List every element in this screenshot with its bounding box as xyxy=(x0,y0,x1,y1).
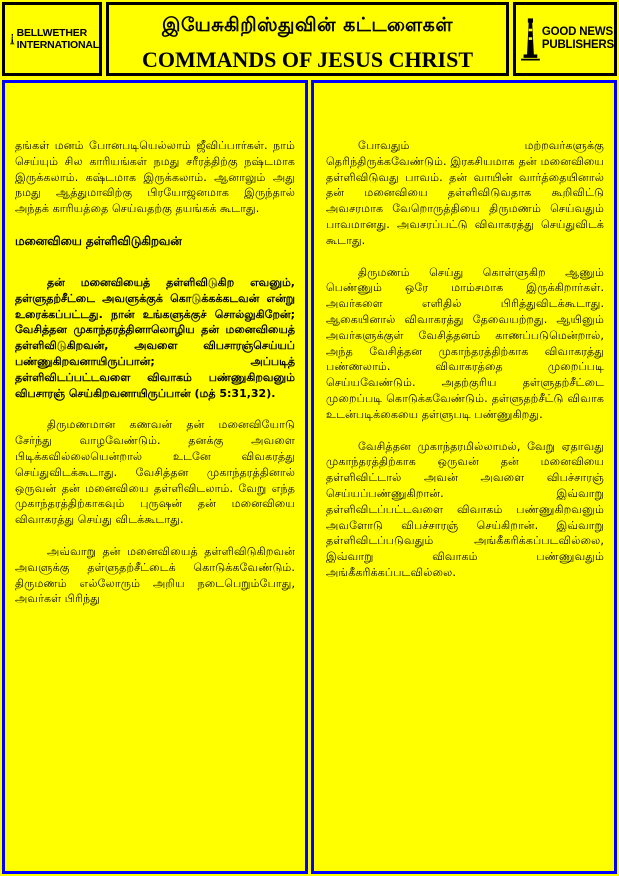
left-paragraph-4: அவ்வாறு தன் மனைவியைத் தள்ளிவிடுகிறவன் அவளுக்கு தள்ளுதற்சீட்டைக் கொடுக்கவேண்டும். திருமணம் எல்லோரும் அறிய நடைபெறும்போது, அவர்கள் பிரிந்து xyxy=(15,544,295,606)
right-paragraph-2: திருமணம் செய்து கொள்ளுகிற ஆணும் பெண்ணும் ஒரே மாம்சமாக இருக்கிறார்கள். அவர்களை எளிதில் பிரித்துவிடக்கூடாது. ஆகையினால் விவாகரத்து தேவையற்றது. ஆயினும் அவர்களுக்குள் வேசித்தனம் காணப்படுமென்றால், அந்த வேசித்தன முகாந்தரத்திற்காக விவாகரத்து பண்ணலாம். விவாகரத்தை முறைப்படி செய்யவேண்டும். அதற்குரிய தள்ளுதற்சீட்டை முறைப்படி கொடுக்கவேண்டும். தள்ளுதற்சீட்டு விவாக உடன்படிக்கையை தள்ளுபடி பண்ணுகிறது. xyxy=(326,265,604,421)
page-title-english: COMMANDS OF JESUS CHRIST xyxy=(141,47,474,72)
bellwether-logo-line1: BELLWETHER xyxy=(16,27,87,39)
bellwether-logo xyxy=(2,2,102,76)
left-column xyxy=(2,80,308,874)
header xyxy=(0,0,619,80)
good-news-logo xyxy=(513,2,617,76)
good-news-logo-line1: GOOD NEWS xyxy=(541,26,613,38)
right-paragraph-3: வேசித்தன முகாந்தரமில்லாமல், வேறு ஏதாவது முகாந்தரத்திற்காக ஒருவன் தன் மனைவியை தள்ளிவிட்டால் அவன் அவளை விபச்சாரஞ் செய்யப்பண்ணுகிறான். இவ்வாறு தள்ளிவிடப்பட்டவளை விவாகம் பண்ணுகிறவனும் அவளோடு விபச்சாரஞ் செய்கிறான். இவ்வாறு தள்ளிவிடப்படுவதும் அங்கீகரிக்கப்படவில்லை, இவ்வாறு விவாகம் பண்ணுவதும் அங்கீகரிக்கப்படவில்லை. xyxy=(326,439,604,579)
lighthouse-icon xyxy=(521,13,540,65)
good-news-logo-line2: PUBLISHERS xyxy=(541,39,614,51)
scripture-quote: தன் மனைவியைத் தள்ளிவிடுகிற எவனும், தள்ளுதற்சீட்டை அவளுக்குக் கொடுக்கக்கடவன் என்று உரைக்கப்பட்டது. நான் உங்களுக்குச் சொல்லுகிறேன்; வேசித்தன முகாந்தரத்தினாலொழிய தன் மனைவியைத் தள்ளிவிடுகிறவன், அவளை விபசாரஞ்செய்யப் பண்ணுகிறவனாயிருப்பான்; அப்படித் தள்ளிவிடப்பட்டவளை விவாகம் பண்ணுகிறவனும் விபசாரஞ் செய்கிறவனாயிருப்பான் (மத் 5:31,32). xyxy=(15,275,295,400)
title-box xyxy=(106,2,509,76)
right-paragraph-1: போவதும் மற்றவர்களுக்கு தெரிந்திருக்கவேண்டும். இரகசியமாக தன் மனைவியை தள்ளிவிடுவது பாவம். தன் வாயின் வார்த்தையினால் தன் மனைவியை தள்ளிவிடுவதாக கூறிவிட்டு அவசரமாக வேறொருத்தியை திருமணம் செய்வதும் பாவமானது. அவசரப்பட்டு விவாகரத்து செய்துவிடக் கூடாது. xyxy=(326,139,604,247)
left-paragraph-1: தங்கள் மனம் போனபடியெல்லாம் ஜீவிப்பார்கள். நாம் செய்யும் சில காரியங்கள் நமது சரீரத்திற்கு நஷ்டமாக இருக்கலாம். கஷ்டமாக இருக்கலாம். ஆனாலும் அது நமது ஆத்துமாவிற்கு பிரயோஜனமாக இருந்தால் அந்தக் காரியத்தை செய்வதற்கு தயங்கக் கூடாது. xyxy=(15,139,295,216)
page-title-tamil: இயேசுகிறிஸ்துவின் கட்டளைகள் xyxy=(162,14,453,36)
right-column xyxy=(311,80,617,874)
lighthouse-icon xyxy=(10,13,15,65)
section-heading: மனைவியை தள்ளிவிடுகிறவன் xyxy=(15,233,182,248)
left-paragraph-3: திருமணமான கணவன் தன் மனைவியோடு சேர்ந்து வாழவேண்டும். தனக்கு அவளை பிடிக்கவில்லையென்றால் உடனே விவகரத்து செய்துவிடக்கூடாது. வேசித்தன முகாந்தரத்தினால் ஒருவன் தன் மனைவியை தள்ளிவிடலாம். வேறு எந்த முகாந்தரத்திற்காகவும் புருஷன் தன் மனைவியை விவாகரத்து செய்து விடக்கூடாது. xyxy=(15,418,295,527)
bellwether-logo-line2: INTERNATIONAL xyxy=(16,39,99,51)
